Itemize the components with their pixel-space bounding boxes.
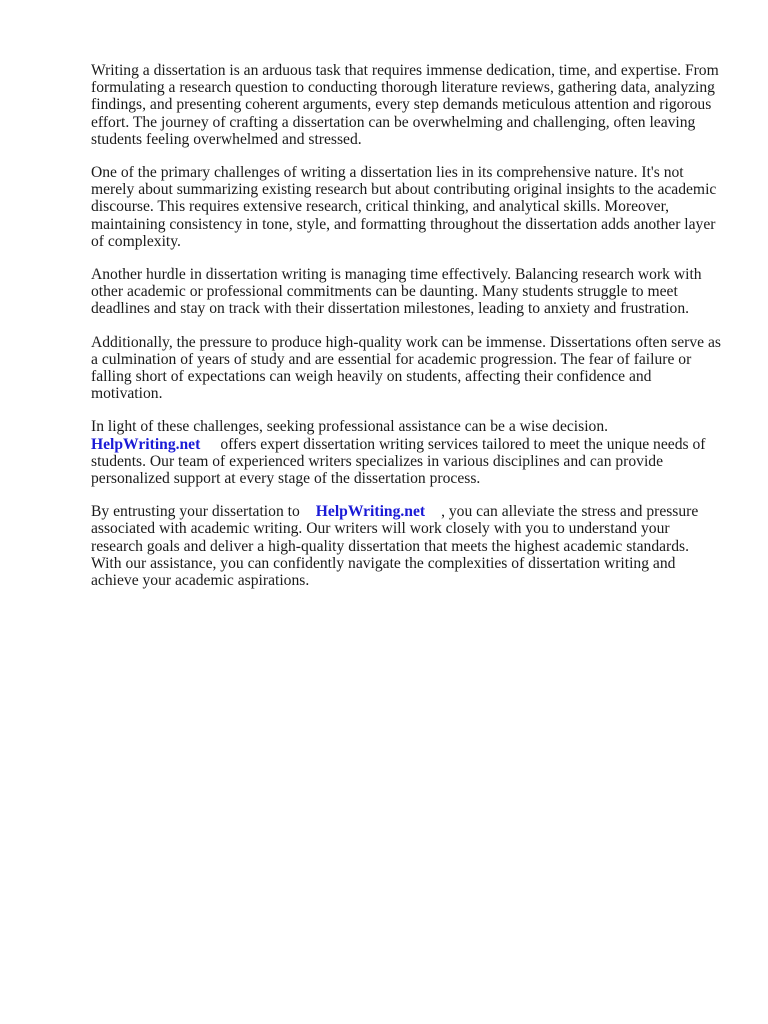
paragraph-challenges: One of the primary challenges of writing a dissertation lies in its comprehensive nature. It's not merely about summarizing existing research but about contributing original insights to the academic discourse. This requires extensive research, critical thinking, and analytical skills. Moreover, maintaining consistency in tone, style, and formatting throughout the dissertation adds another layer of complexity. [91, 164, 717, 250]
entrusting-before-text: By entrusting your dissertation to [91, 503, 300, 521]
paragraph-time-management: Another hurdle in dissertation writing is managing time effectively. Balancing research work with other academic or professional commitments can be daunting. Many students struggle to meet deadlines and stay on track with their dissertation milestones, leading to anxiety and frustration. [91, 266, 702, 318]
document-page [91, 62, 721, 605]
helpwriting-link[interactable]: HelpWriting.net [315, 503, 426, 521]
paragraph-pressure: Additionally, the pressure to produce high-quality work can be immense. Dissertations often serve as a culmination of years of study and are essential for academic progression. The fear of failure or falling short of expectations can weigh heavily on students, affecting their confidence and motivation. [91, 333, 721, 403]
assistance-rest-text: offers expert dissertation writing services tailored to meet the unique needs of students. Our team of experienced writers specializes in various disciplines and can provide personalized support at every stage of the dissertation process. [91, 435, 706, 488]
paragraph-intro: Writing a dissertation is an arduous task that requires immense dedication, time, and expertise. From formulating a research question to conducting thorough literature reviews, gathering data, analyzing findings, and presenting coherent arguments, every step demands meticulous attention and rigorous effort. The journey of crafting a dissertation can be overwhelming and challenging, often leaving students feeling overwhelmed and stressed. [91, 62, 719, 148]
assistance-intro-text: In light of these challenges, seeking professional assistance can be a wise decision. [91, 418, 609, 436]
helpwriting-link[interactable]: HelpWriting.net [91, 435, 201, 453]
entrusting-after-text: , you can alleviate the stress and pressure associated with academic writing. Our writers will work closely with you to understand your research goals and deliver a high-quality dissertation that meets the highest academic standards. With our assistance, you can confidently navigate the complexities of dissertation writing and achieve your academic aspirations. [91, 503, 699, 590]
paragraph-entrusting [91, 503, 721, 589]
paragraph-assistance [91, 418, 721, 487]
